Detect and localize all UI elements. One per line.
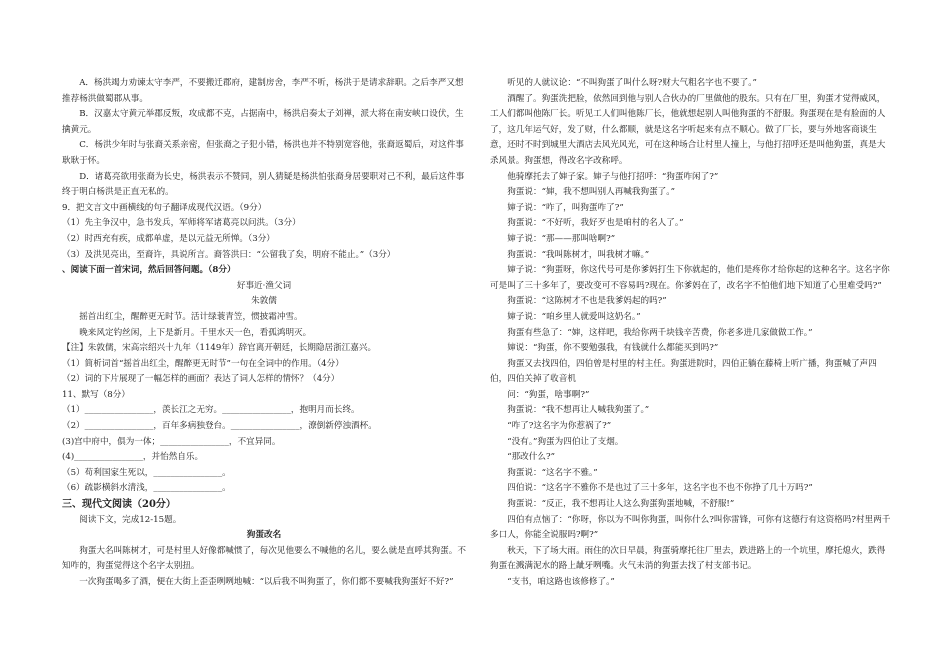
right-paragraph: 狗蛋说：“不好听，我好歹也是咱村的名人了。” — [507, 218, 684, 229]
right-paragraph: 狗蛋说：“这陈树才不也是我爹妈起的吗?” — [507, 296, 667, 307]
left-paragraph: 11、默写（8分） — [62, 389, 130, 400]
right-paragraph: 婶子说：“咋了，叫狗蛋咋了?” — [507, 202, 624, 213]
left-paragraph: C．杨洪少年时与张裔关系亲密，但张裔之子犯小错，杨洪也并不特别宽容他，张裔返蜀后，对这件事耿耿于怀。 — [62, 140, 464, 166]
left-paragraph: 9．把文言文中画横线的句子翻译成现代汉语。（9分） — [62, 202, 267, 213]
right-paragraph: 酒醒了。狗蛋洗把脸，依然回到他与别人合伙办的厂里做他的股东。只有在厂里，狗蛋才觉得威风，工人们都叫他陈厂长。听见工人们叫他陈厂长，他就想起别人叫他狗蛋的不舒服。狗蛋现在是有脸面的人了，这几年运气好，发了财，什么都顺，就是这名字听起来有点不顺心。做了厂长，要与外地客商谈生意，还时不时到城里大酒店去风光风光，可在这种场合让村里人撞上，与他打招呼还是叫他狗蛋，真是大杀风景。狗蛋想，得改名字改称呼。 — [490, 93, 886, 166]
right-paragraph: 狗蛋说：“这名字不雅。” — [507, 467, 598, 478]
left-paragraph: 、阅读下面一首宋词，然后回答问题。（8分） — [62, 265, 236, 276]
left-paragraph: B．汉嘉太守黄元举郡反叛，攻成都不克，占据南中，杨洪启奏太子刘禅，派大将在南安峡口设伏，生擒黄元。 — [62, 109, 464, 135]
left-column — [62, 76, 466, 591]
left-paragraph: （3）及洪见亮出，至裔许，具说所言。裔答洪曰：“公留我了矣，明府不能止。”（3分） — [62, 249, 396, 260]
right-paragraph: “支书，咱这路也该修修了。” — [507, 577, 615, 587]
right-paragraph: 秋天，下了场大雨。雨住的次日早晨，狗蛋骑摩托往厂里去，跌进路上的一个坑里，摩托熄火，跌得狗蛋在溅满泥水的路上龇牙咧嘴。火气未消的狗蛋去找了村支部书记。 — [490, 545, 886, 572]
right-paragraph: 四伯说：“这名字不雅你不是也过了三十多年，这名字也不也不你挣了几十万吗?” — [507, 483, 813, 494]
right-paragraph: 狗蛋说：“我不想再让人喊我狗蛋了。” — [507, 405, 650, 416]
left-paragraph: （2）时西充有疾，成都单虚，是以元益无所惮。（3分） — [62, 233, 275, 244]
right-paragraph: 狗蛋说：“婶，我不想叫别人再喊我狗蛋了。” — [507, 187, 675, 198]
right-paragraph: 婶子说：“那——那叫啥啊?” — [507, 233, 616, 244]
left-paragraph: （2）词的下片展现了一幅怎样的画面？表达了词人怎样的情怀？（4分） — [62, 374, 340, 385]
right-paragraph: 四伯有点恼了：“你呀，你以为不叫你狗蛋，叫你什么?叫你雷锋，可你有这德行有这资格吗?村里两千多口人，你能全说服吗?啊?” — [490, 514, 891, 541]
right-paragraph: 婶子说：“狗蛋呀，你这代号可是你爹妈打生下你就起的，他们是疼你才给你起的这种名字。这名字你可是叫了三十多年了，要改变可不容易吗?现在。你爹妈在了，改名字不怕他们地下知道了心里难受吗?” — [490, 265, 890, 291]
right-paragraph: “那改什么?” — [507, 452, 555, 463]
left-paragraph: 三、现代文阅读（20分） — [62, 499, 176, 511]
right-paragraph: “没有。”狗蛋为四伯让了支烟。 — [507, 436, 624, 447]
left-paragraph: 晚来风定钓丝闲，上下是新月。千里水天一色，看孤鸿明灭。 — [79, 327, 312, 338]
right-paragraph: 狗蛋有些急了：“婶，这样吧，我给你两千块钱辛苦费，你老多进几家做做工作。” — [507, 327, 813, 338]
left-paragraph: （2）________________，百年多病独登台。________________，潦倒新停浊酒杯。 — [62, 421, 377, 432]
left-paragraph: （1）先主争汉中，急书发兵，军师将军诸葛亮以问洪。（3分） — [62, 218, 301, 229]
left-paragraph: 一次狗蛋喝多了酒，便在大街上歪歪咧咧地喊：“以后我不叫狗蛋了，你们都不要喊我狗蛋好不好?” — [79, 577, 454, 587]
right-paragraph: 狗蛋又去找四伯，四伯曾是村里的村主任。狗蛋进院时，四伯正躺在藤椅上听广播，狗蛋喊了声四伯，四伯关掉了收音机 — [490, 358, 877, 385]
left-paragraph: A．杨洪竭力劝谏太守李严，不要搬迁郡府，建制房舍，李严不听，杨洪于是请求辞职。之后李严又想推荐杨洪做蜀郡从事。 — [62, 78, 464, 104]
right-paragraph: “咋了?这名字为你惹祸了?” — [507, 421, 612, 432]
left-paragraph: 摇首出红尘，醒醉更无时节。活计绿蓑青笠，惯披霜冲雪。 — [79, 311, 303, 322]
left-paragraph: (4)________________，并怡然自乐。 — [62, 452, 204, 463]
left-paragraph: 【注】朱敦儒，宋高宗绍兴十九年（1149年）辞官离开朝廷，长期隐居浙江嘉兴。 — [62, 343, 377, 354]
left-paragraph: （1）简析词首“摇首出红尘，醒醉更无时节”一句在全词中的作用。（4分） — [62, 358, 344, 369]
left-paragraph: 狗蛋大名叫陈树才，可是村里人好像都喊惯了，每次见他要么不喊他的名儿，要么就是直呼其狗蛋。不知咋的，狗蛋觉得这个名字太别扭。 — [62, 545, 466, 572]
right-paragraph: 听见的人就议论：“不叫狗蛋了叫什么呀?财大气粗名字也不要了。” — [507, 78, 757, 88]
right-paragraph: 婶说：“狗蛋，你不要勉强我，有钱就什么都能买到吗?” — [507, 343, 719, 354]
left-paragraph: （6）疏影横斜水清浅，________________。 — [62, 483, 231, 494]
right-paragraph: 狗蛋说：“我叫陈树才，叫我树才嘛。” — [507, 249, 650, 260]
left-paragraph: D．诸葛亮欲用张裔为长史，杨洪表示不赞同，别人猜疑是杨洪怕张裔身居要职对己不利，最后这件事终于明白杨洪是正直无私的。 — [62, 171, 465, 198]
right-paragraph: 婶子说：“咱乡里人就爱叫这奶名。” — [507, 311, 641, 322]
left-paragraph: （1）________________，羡长江之无穷。________________，抱明月而长终。 — [62, 405, 360, 416]
left-paragraph: (3)宫中府中，俱为一体；________________，不宜异同。 — [62, 436, 281, 447]
right-paragraph: 他骑摩托去了婶子家。婶子与他打招呼：“狗蛋咋闲了?” — [507, 171, 719, 182]
left-paragraph: （5）苟利国家生死以，________________。 — [62, 467, 231, 478]
left-paragraph: 阅读下文，完成12-15题。 — [79, 514, 182, 525]
left-paragraph: 朱敦儒 — [251, 296, 277, 307]
right-paragraph: 狗蛋说：“反正，我不想再让人这么狗蛋狗蛋地喊，不舒服!” — [507, 499, 735, 510]
left-paragraph: 好事近·渔父词 — [236, 280, 292, 291]
right-paragraph: 问：“狗蛋，啥事啊?” — [507, 389, 590, 400]
left-paragraph: 狗蛋改名 — [246, 530, 282, 541]
right-column — [490, 76, 892, 591]
